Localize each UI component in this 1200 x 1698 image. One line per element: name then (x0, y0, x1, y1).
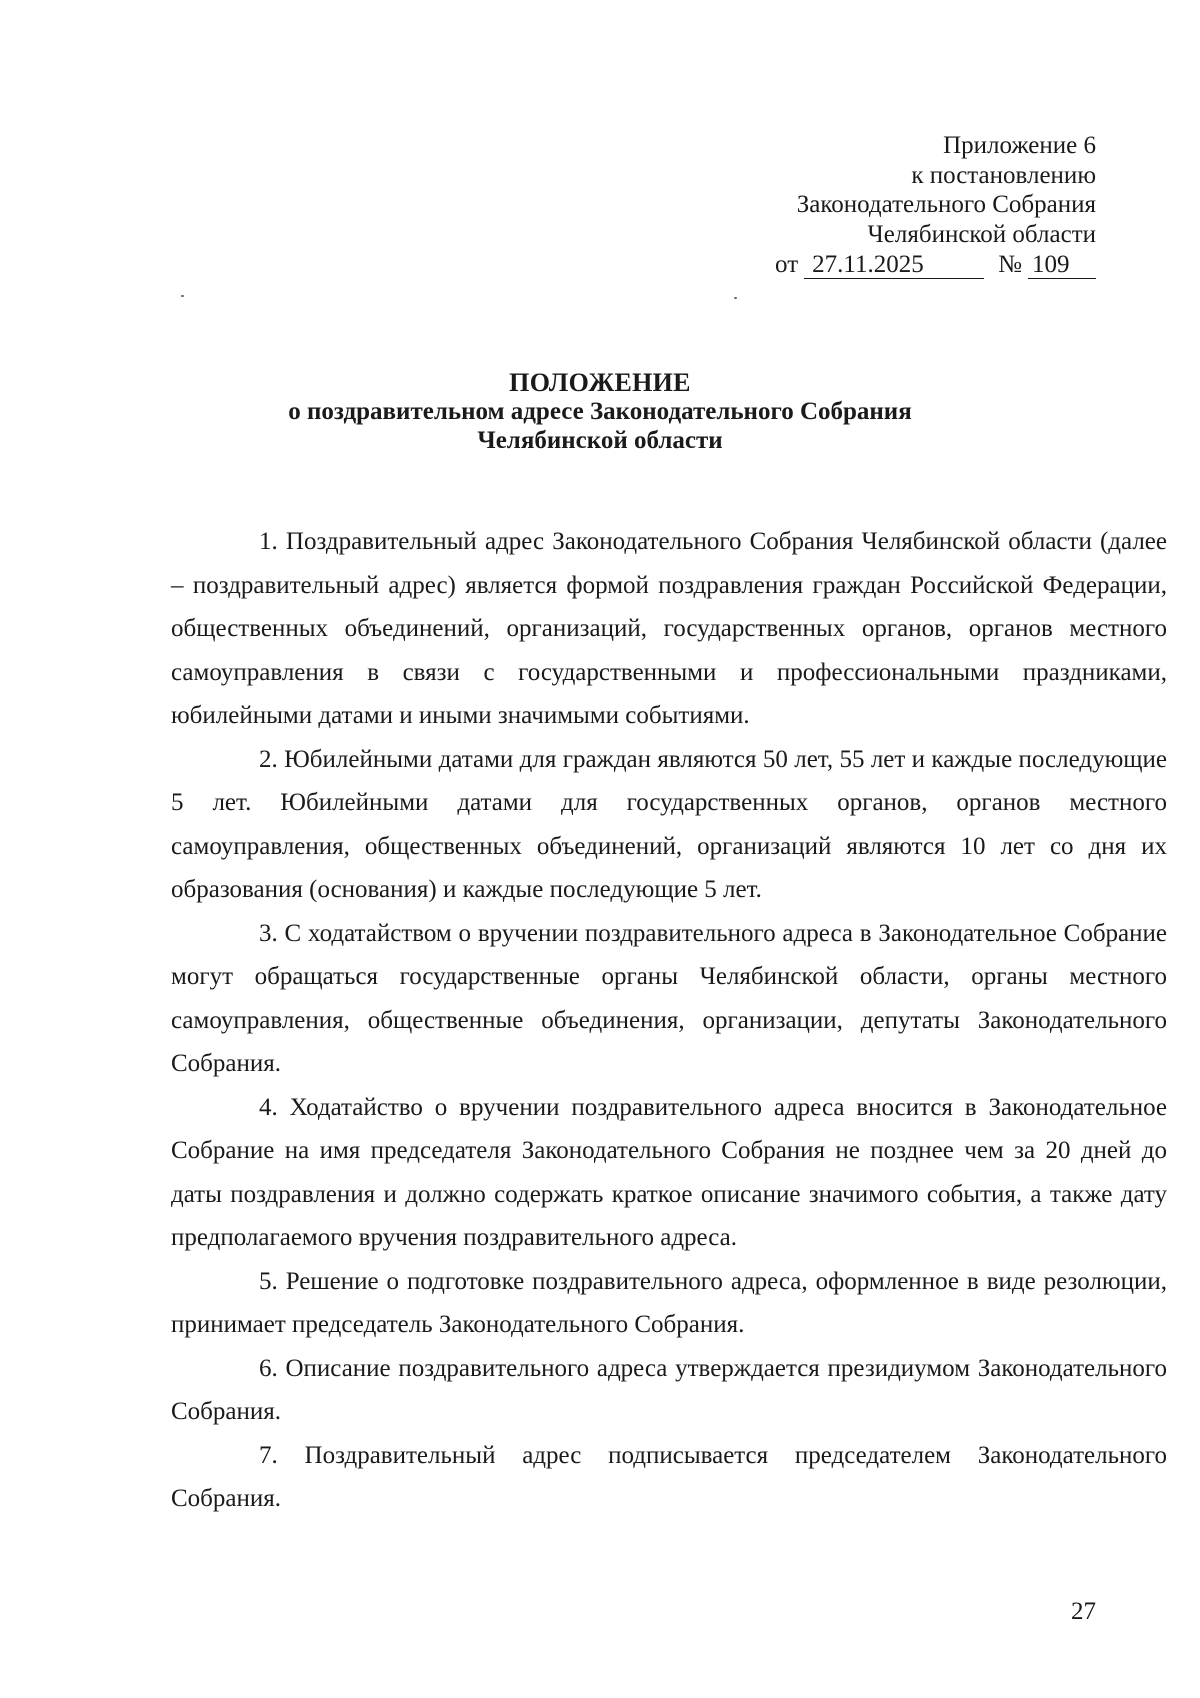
document-subtitle-line1: о поздравительном адресе Законодательного Собрания (288, 398, 912, 425)
paragraph-3: 3. С ходатайством о вручении поздравительного адреса в Законодательное Собрание могут обращаться государственные органы Челябинской области, органы местного самоуправления, общественные объединения, организации, депутаты Законодательного Собрания. (171, 919, 1167, 1077)
appendix-line-assembly: Законодательного Собрания (796, 191, 1096, 218)
appendix-reference-line (775, 250, 1096, 280)
resolution-number: 109 (1028, 252, 1096, 279)
number-label: № (998, 251, 1022, 278)
page-number: 27 (1071, 1598, 1096, 1625)
paragraph-1: 1. Поздравительный адрес Законодательного Собрания Челябинской области (далее – поздравительный адрес) является формой поздравления граждан Российской Федерации, общественных объединений, организаций, государственных органов, органов местного самоуправления в связи с государственными и профессиональными праздниками, юбилейными датами и иными значимыми событиями. (171, 528, 1167, 729)
paragraph-5: 5. Решение о подготовке поздравительного адреса, оформленное в виде резолюции, принимает председатель Законодательного Собрания. (171, 1267, 1167, 1338)
paragraph-4: 4. Ходатайство о вручении поздравительного адреса вносится в Законодательное Собрание на имя председателя Законодательного Собрания не позднее чем за 20 дней до даты поздравления и должно содержать краткое описание значимого события, а также дату предполагаемого вручения поздравительного адреса. (171, 1093, 1167, 1251)
appendix-title: Приложение 6 (943, 132, 1096, 159)
resolution-date: 27.11.2025 (804, 252, 984, 279)
from-label: от (775, 251, 799, 278)
appendix-header (775, 131, 1096, 280)
paragraph-2: 2. Юбилейными датами для граждан являются 50 лет, 55 лет и каждые последующие 5 лет. Юбилейными датами для государственных органов, органов местного самоуправления, общественных объединений, организаций являются 10 лет со дня их образования (основания) и каждые последующие 5 лет. (171, 745, 1167, 903)
paragraph-7: 7. Поздравительный адрес подписывается председателем Законодательного Собрания. (171, 1441, 1167, 1512)
paragraph-6: 6. Описание поздравительного адреса утверждается президиумом Законодательного Собрания. (171, 1354, 1167, 1425)
scan-speck (181, 295, 184, 297)
appendix-line-region: Челябинской области (867, 220, 1096, 248)
document-title: ПОЛОЖЕНИЕ (509, 368, 691, 397)
scan-speck (734, 297, 737, 299)
appendix-line-resolution: к постановлению (911, 161, 1096, 189)
document-body (171, 520, 1167, 1521)
document-subtitle-line2: Челябинской области (477, 427, 723, 454)
document-title-block (0, 368, 1200, 455)
